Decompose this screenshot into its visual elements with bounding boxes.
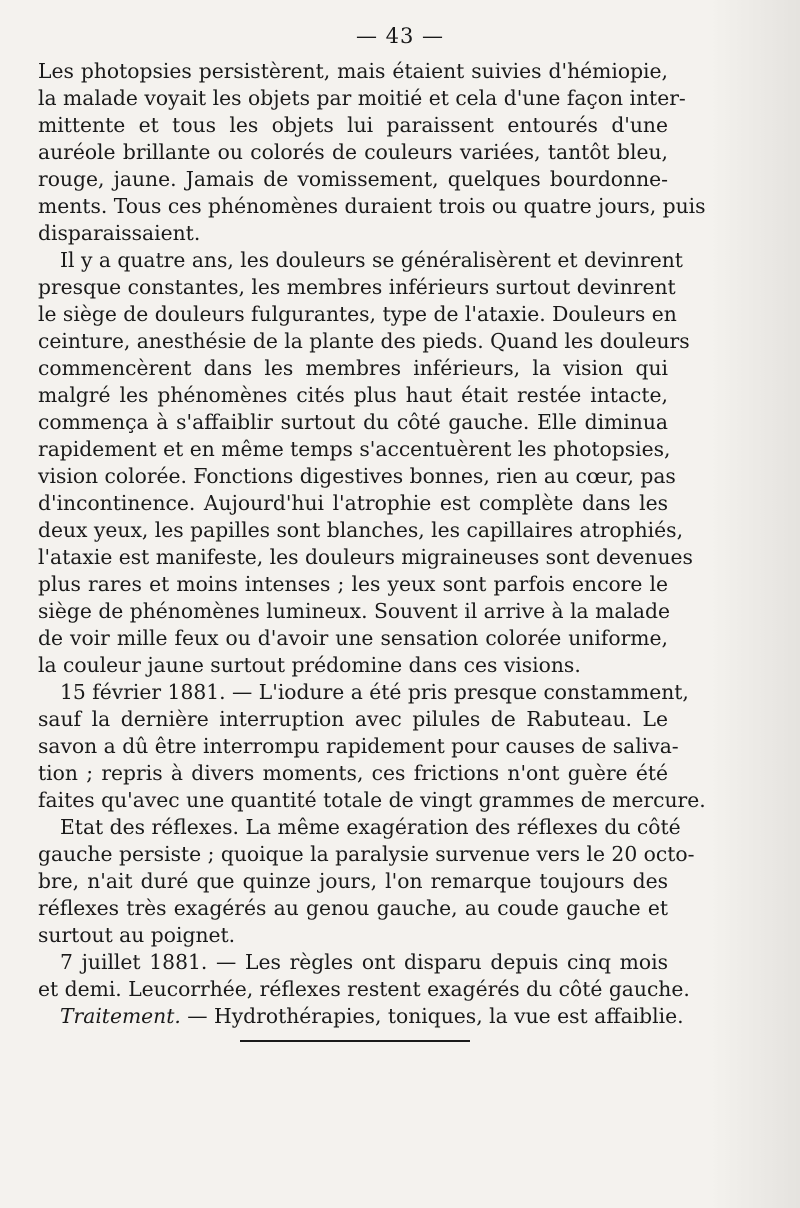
- text-line: rouge, jaune. Jamais de vomissement, quelques bourdonne-: [38, 167, 668, 191]
- text-line: commencèrent dans les membres inférieurs, la vision qui: [38, 356, 668, 380]
- text-line: Il y a quatre ans, les douleurs se généralisèrent et devinrent: [60, 248, 683, 272]
- text-line: bre, n'ait duré que quinze jours, l'on remarque toujours des: [38, 869, 668, 893]
- treatment-text: — Hydrothérapies, toniques, la vue est affaiblie.: [180, 1004, 684, 1028]
- body-text: [38, 58, 706, 1030]
- text-line: surtout au poignet.: [38, 923, 236, 947]
- text-line: gauche persiste ; quoique la paralysie survenue vers le 20 octo-: [38, 842, 695, 866]
- text-line: réflexes très exagérés au genou gauche, au coude gauche et: [38, 896, 668, 920]
- text-line: 15 février 1881. — L'iodure a été pris presque constamment,: [60, 680, 689, 704]
- text-line: 7 juillet 1881. — Les règles ont disparu depuis cinq mois: [60, 950, 668, 974]
- text-line: le siège de douleurs fulgurantes, type de l'ataxie. Douleurs en: [38, 302, 677, 326]
- text-line: commença à s'affaiblir surtout du côté gauche. Elle diminua: [38, 410, 668, 434]
- text-line: auréole brillante ou colorés de couleurs variées, tantôt bleu,: [38, 140, 668, 164]
- text-line: mittente et tous les objets lui paraissent entourés d'une: [38, 113, 668, 137]
- text-line: la couleur jaune surtout prédomine dans ces visions.: [38, 653, 581, 677]
- text-line: ments. Tous ces phénomènes duraient trois ou quatre jours, puis: [38, 194, 706, 218]
- text-line: la malade voyait les objets par moitié et cela d'une façon inter-: [38, 86, 686, 110]
- text-line: tion ; repris à divers moments, ces frictions n'ont guère été: [38, 761, 668, 785]
- text-line: presque constantes, les membres inférieurs surtout devinrent: [38, 275, 676, 299]
- text-line: d'incontinence. Aujourd'hui l'atrophie est complète dans les: [38, 491, 668, 515]
- text-line: malgré les phénomènes cités plus haut était restée intacte,: [38, 383, 668, 407]
- page-number: — 43 —: [355, 24, 445, 48]
- text-line: et demi. Leucorrhée, réflexes restent exagérés du côté gauche.: [38, 977, 690, 1001]
- closing-rule: [240, 1040, 470, 1042]
- text-line: faites qu'avec une quantité totale de vingt grammes de mercure.: [38, 788, 706, 812]
- page-edge-shadow: [710, 0, 800, 1208]
- text-line: de voir mille feux ou d'avoir une sensation colorée uniforme,: [38, 626, 668, 650]
- text-line: savon a dû être interrompu rapidement pour causes de saliva-: [38, 734, 679, 758]
- text-line: sauf la dernière interruption avec pilules de Rabuteau. Le: [38, 707, 668, 731]
- text-line: disparaissaient.: [38, 221, 201, 245]
- text-line: siège de phénomènes lumineux. Souvent il arrive à la malade: [38, 599, 670, 623]
- text-line: Les photopsies persistèrent, mais étaient suivies d'hémiopie,: [38, 59, 668, 83]
- text-line: ceinture, anesthésie de la plante des pieds. Quand les douleurs: [38, 329, 690, 353]
- text-line: Etat des réflexes. La même exagération des réflexes du côté: [60, 815, 681, 839]
- text-line: plus rares et moins intenses ; les yeux sont parfois encore le: [38, 572, 668, 596]
- text-line: deux yeux, les papilles sont blanches, les capillaires atrophiés,: [38, 518, 684, 542]
- treatment-label: Traitement.: [60, 1004, 181, 1028]
- text-line: rapidement et en même temps s'accentuèrent les photopsies,: [38, 437, 671, 461]
- text-line: vision colorée. Fonctions digestives bonnes, rien au cœur, pas: [38, 464, 676, 488]
- text-line: l'ataxie est manifeste, les douleurs migraineuses sont devenues: [38, 545, 693, 569]
- treatment-line: [38, 1003, 684, 1030]
